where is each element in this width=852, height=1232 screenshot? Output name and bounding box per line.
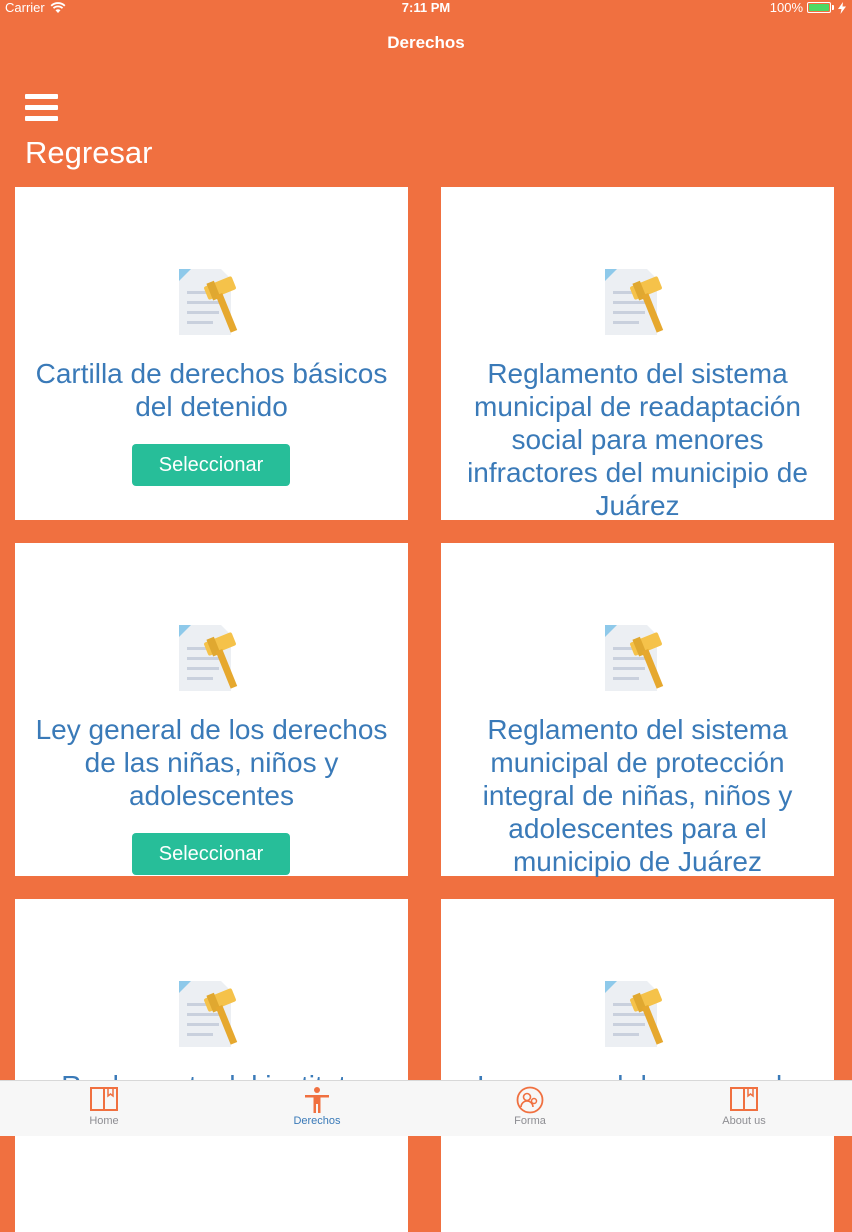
legal-document-icon	[175, 265, 247, 337]
card-title: Cartilla de derechos básicos del detenido	[35, 358, 388, 422]
legal-document-icon	[601, 621, 673, 693]
card-reglamento-proteccion[interactable]	[441, 543, 834, 876]
tab-forma[interactable]	[470, 1081, 590, 1137]
tab-label: About us	[722, 1115, 766, 1127]
select-button[interactable]: Seleccionar	[132, 444, 290, 486]
tab-label: Home	[89, 1115, 119, 1127]
battery-percent: 100%	[769, 0, 803, 15]
card-ley-derechos-ninas[interactable]	[15, 543, 408, 876]
carrier-label: Carrier	[5, 0, 45, 15]
book-icon	[89, 1086, 119, 1114]
status-bar	[0, 0, 852, 18]
person-icon	[302, 1086, 332, 1114]
card-cartilla-derechos[interactable]	[15, 187, 408, 520]
clock: 7:11 PM	[401, 0, 451, 15]
battery-icon	[807, 2, 831, 13]
page-title: Derechos	[387, 33, 465, 52]
select-button[interactable]: Seleccionar	[132, 833, 290, 875]
legal-document-icon	[175, 621, 247, 693]
users-circle-icon	[515, 1086, 545, 1114]
legal-document-icon	[601, 265, 673, 337]
card-ley-acceso[interactable]	[441, 899, 834, 1232]
legal-document-icon	[601, 977, 673, 1049]
card-reglamento-instituto[interactable]	[15, 899, 408, 1232]
tab-label: Derechos	[293, 1115, 341, 1127]
card-title: Reglamento del sistema municipal de readaptación social para menores infractores del municipio de Juárez	[467, 358, 808, 521]
book-icon	[729, 1086, 759, 1114]
hamburger-menu-icon[interactable]	[25, 94, 58, 122]
card-reglamento-readaptacion[interactable]	[441, 187, 834, 520]
tab-home[interactable]	[44, 1081, 164, 1137]
back-button[interactable]: Regresar	[25, 135, 153, 170]
tab-about-us[interactable]	[684, 1081, 804, 1137]
card-title: Reglamento del sistema municipal de protección integral de niñas, niños y adolescentes para el municipio de Juárez	[482, 714, 793, 877]
tab-bar	[0, 1080, 852, 1136]
tab-derechos[interactable]	[257, 1081, 377, 1137]
legal-document-icon	[175, 977, 247, 1049]
card-title: Ley general de los derechos de las niñas, niños y adolescentes	[35, 714, 388, 811]
tab-label: Forma	[514, 1115, 546, 1127]
charging-bolt-icon	[838, 2, 846, 14]
